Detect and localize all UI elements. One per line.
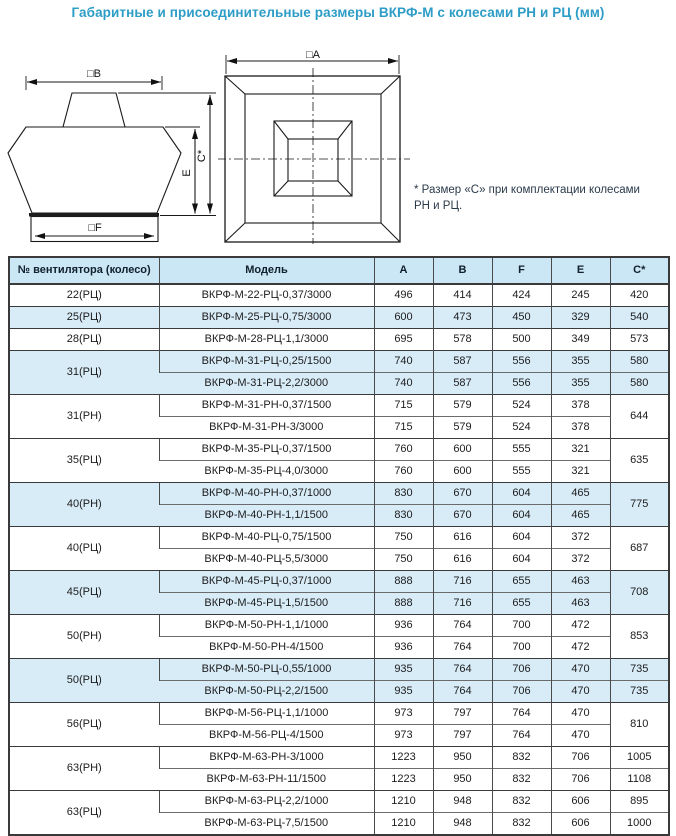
fan-side-view-diagram: [0, 60, 222, 248]
cell-wheel: 22(РЦ): [9, 284, 159, 307]
table-row: [9, 527, 669, 549]
cell-c: 735: [610, 659, 669, 681]
cell-f: 832: [492, 791, 551, 813]
cell-wheel: 50(РН): [9, 615, 159, 659]
cell-f: 556: [492, 351, 551, 373]
cell-f: 450: [492, 307, 551, 329]
header-col-e: E: [551, 257, 610, 284]
cell-a: 935: [374, 659, 433, 681]
cell-e: 606: [551, 813, 610, 836]
cell-b: 587: [433, 351, 492, 373]
cell-f: 706: [492, 659, 551, 681]
cell-a: 695: [374, 329, 433, 351]
table-row: [9, 284, 669, 307]
cell-model: ВКРФ-М-22-РЦ-0,37/3000: [159, 284, 374, 307]
cell-e: 372: [551, 527, 610, 549]
footnote-line2: РН и РЦ.: [414, 200, 463, 213]
fan-group-63(РЦ): [9, 791, 669, 836]
cell-f: 555: [492, 439, 551, 461]
cell-b: 670: [433, 505, 492, 527]
fan-group-22(РЦ): [9, 284, 669, 307]
header-col-f: F: [492, 257, 551, 284]
cell-e: 329: [551, 307, 610, 329]
cell-wheel: 31(РН): [9, 395, 159, 439]
cell-model: ВКРФ-М-50-РН-4/1500: [159, 637, 374, 659]
cell-e: 470: [551, 703, 610, 725]
cell-model: ВКРФ-М-35-РЦ-0,37/1500: [159, 439, 374, 461]
cell-f: 556: [492, 373, 551, 395]
cell-b: 473: [433, 307, 492, 329]
cell-a: 715: [374, 395, 433, 417]
cell-c: 580: [610, 351, 669, 373]
cell-a: 740: [374, 351, 433, 373]
diagram-area: [0, 20, 676, 248]
cell-model: ВКРФ-М-50-РЦ-2,2/1500: [159, 681, 374, 703]
cell-wheel: 28(РЦ): [9, 329, 159, 351]
cell-model: ВКРФ-М-31-РЦ-0,25/1500: [159, 351, 374, 373]
cell-f: 524: [492, 395, 551, 417]
cell-model: ВКРФ-М-63-РН-11/1500: [159, 769, 374, 791]
cell-b: 716: [433, 593, 492, 615]
table-row: [9, 439, 669, 461]
cell-c: 735: [610, 681, 669, 703]
cell-f: 604: [492, 527, 551, 549]
fan-group-40(РЦ): [9, 527, 669, 571]
cell-f: 700: [492, 637, 551, 659]
cell-e: 465: [551, 483, 610, 505]
cell-b: 797: [433, 725, 492, 747]
cell-wheel: 45(РЦ): [9, 571, 159, 615]
cell-b: 948: [433, 813, 492, 836]
fan-group-63(РН): [9, 747, 669, 791]
cell-a: 973: [374, 703, 433, 725]
fan-group-56(РЦ): [9, 703, 669, 747]
cell-c: 635: [610, 439, 669, 483]
cell-model: ВКРФ-М-31-РЦ-2,2/3000: [159, 373, 374, 395]
cell-model: ВКРФ-М-31-РН-0,37/1500: [159, 395, 374, 417]
fan-group-40(РН): [9, 483, 669, 527]
cell-a: 888: [374, 593, 433, 615]
cell-a: 888: [374, 571, 433, 593]
cell-b: 616: [433, 527, 492, 549]
cell-model: ВКРФ-М-28-РЦ-1,1/3000: [159, 329, 374, 351]
dim-label-b: □B: [87, 68, 101, 80]
cell-a: 936: [374, 615, 433, 637]
cell-f: 524: [492, 417, 551, 439]
cell-model: ВКРФ-М-40-РЦ-0,75/1500: [159, 527, 374, 549]
cell-e: 372: [551, 549, 610, 571]
cell-c: 580: [610, 373, 669, 395]
dim-label-c: C*: [196, 149, 208, 163]
cell-model: ВКРФ-М-50-РЦ-0,55/1000: [159, 659, 374, 681]
cell-c: 573: [610, 329, 669, 351]
cell-model: ВКРФ-М-40-РЦ-5,5/3000: [159, 549, 374, 571]
cell-model: ВКРФ-М-35-РЦ-4,0/3000: [159, 461, 374, 483]
cell-b: 950: [433, 747, 492, 769]
cell-f: 424: [492, 284, 551, 307]
cell-model: ВКРФ-М-40-РН-1,1/1500: [159, 505, 374, 527]
cell-a: 740: [374, 373, 433, 395]
cell-c: 1005: [610, 747, 669, 769]
cell-a: 830: [374, 505, 433, 527]
fan-group-25(РЦ): [9, 307, 669, 329]
cell-f: 655: [492, 571, 551, 593]
cell-b: 764: [433, 615, 492, 637]
cell-b: 764: [433, 659, 492, 681]
cell-a: 750: [374, 549, 433, 571]
cell-e: 606: [551, 791, 610, 813]
cell-b: 579: [433, 395, 492, 417]
footnote-line1: * Размер «С» при комплектации колесами: [414, 184, 640, 196]
cell-b: 600: [433, 439, 492, 461]
cell-e: 470: [551, 725, 610, 747]
table-row: [9, 395, 669, 417]
cell-e: 355: [551, 351, 610, 373]
table-row: [9, 791, 669, 813]
table-row: [9, 703, 669, 725]
cell-a: 830: [374, 483, 433, 505]
header-col-model: Модель: [159, 257, 374, 284]
cell-wheel: 40(РЦ): [9, 527, 159, 571]
cell-a: 1223: [374, 769, 433, 791]
table-row: [9, 307, 669, 329]
footnote: [414, 182, 662, 214]
fan-group-31(РН): [9, 395, 669, 439]
cell-b: 414: [433, 284, 492, 307]
cell-model: ВКРФ-М-45-РЦ-1,5/1500: [159, 593, 374, 615]
cell-f: 604: [492, 483, 551, 505]
dimensions-table: [8, 256, 670, 836]
cell-b: 948: [433, 791, 492, 813]
cell-model: ВКРФ-М-50-РН-1,1/1000: [159, 615, 374, 637]
cell-wheel: 56(РЦ): [9, 703, 159, 747]
cell-c: 540: [610, 307, 669, 329]
cell-e: 470: [551, 681, 610, 703]
cell-f: 832: [492, 769, 551, 791]
cell-b: 764: [433, 681, 492, 703]
header-col-b: B: [433, 257, 492, 284]
cell-e: 378: [551, 395, 610, 417]
cell-wheel: 35(РЦ): [9, 439, 159, 483]
cell-a: 760: [374, 461, 433, 483]
cell-a: 1210: [374, 791, 433, 813]
cell-wheel: 50(РЦ): [9, 659, 159, 703]
cell-f: 700: [492, 615, 551, 637]
cell-c: 708: [610, 571, 669, 615]
fan-group-50(РН): [9, 615, 669, 659]
cell-a: 1223: [374, 747, 433, 769]
cell-model: ВКРФ-М-56-РЦ-1,1/1000: [159, 703, 374, 725]
cell-model: ВКРФ-М-31-РН-3/3000: [159, 417, 374, 439]
cell-f: 832: [492, 813, 551, 836]
table-row: [9, 329, 669, 351]
cell-a: 973: [374, 725, 433, 747]
header-col-c: C*: [610, 257, 669, 284]
page-title: Габаритные и присоединительные размеры ВКРФ-М с колесами РН и РЦ (мм): [71, 5, 605, 20]
cell-model: ВКРФ-М-40-РН-0,37/1000: [159, 483, 374, 505]
table-row: [9, 747, 669, 769]
fan-group-31(РЦ): [9, 351, 669, 395]
cell-c: 644: [610, 395, 669, 439]
cell-f: 764: [492, 725, 551, 747]
dim-label-a: □A: [306, 49, 320, 61]
header-col-a: A: [374, 257, 433, 284]
cell-c: 895: [610, 791, 669, 813]
cell-model: ВКРФ-М-63-РЦ-2,2/1000: [159, 791, 374, 813]
cell-b: 587: [433, 373, 492, 395]
fan-group-35(РЦ): [9, 439, 669, 483]
cell-wheel: 25(РЦ): [9, 307, 159, 329]
cell-f: 604: [492, 549, 551, 571]
dim-label-f: □F: [88, 222, 102, 234]
cell-e: 463: [551, 593, 610, 615]
fan-group-28(РЦ): [9, 329, 669, 351]
table-row: [9, 483, 669, 505]
cell-wheel: 31(РЦ): [9, 351, 159, 395]
cell-e: 355: [551, 373, 610, 395]
table-row: [9, 351, 669, 373]
cell-c: 810: [610, 703, 669, 747]
cell-c: 1000: [610, 813, 669, 836]
header-col-wheel: № вентилятора (колесо): [9, 257, 159, 284]
cell-a: 935: [374, 681, 433, 703]
cell-b: 578: [433, 329, 492, 351]
cell-f: 832: [492, 747, 551, 769]
cell-c: 853: [610, 615, 669, 659]
cell-e: 470: [551, 659, 610, 681]
cell-f: 604: [492, 505, 551, 527]
table-row: [9, 571, 669, 593]
cell-e: 349: [551, 329, 610, 351]
cell-f: 655: [492, 593, 551, 615]
cell-b: 950: [433, 769, 492, 791]
cell-model: ВКРФ-М-45-РЦ-0,37/1000: [159, 571, 374, 593]
cell-b: 579: [433, 417, 492, 439]
cell-e: 321: [551, 461, 610, 483]
cell-b: 797: [433, 703, 492, 725]
cell-wheel: 40(РН): [9, 483, 159, 527]
cell-wheel: 63(РЦ): [9, 791, 159, 836]
cell-e: 706: [551, 769, 610, 791]
cell-b: 600: [433, 461, 492, 483]
table-header: [9, 257, 669, 284]
cell-e: 321: [551, 439, 610, 461]
fan-group-50(РЦ): [9, 659, 669, 703]
cell-f: 555: [492, 461, 551, 483]
cell-b: 670: [433, 483, 492, 505]
cell-e: 472: [551, 615, 610, 637]
dim-label-e: E: [181, 169, 193, 177]
cell-e: 706: [551, 747, 610, 769]
cell-c: 420: [610, 284, 669, 307]
cell-b: 716: [433, 571, 492, 593]
cell-f: 706: [492, 681, 551, 703]
fan-group-45(РЦ): [9, 571, 669, 615]
table-row: [9, 615, 669, 637]
cell-a: 600: [374, 307, 433, 329]
cell-b: 764: [433, 637, 492, 659]
cell-e: 463: [551, 571, 610, 593]
table-header-row: [9, 257, 669, 284]
cell-a: 496: [374, 284, 433, 307]
cell-model: ВКРФ-М-25-РЦ-0,75/3000: [159, 307, 374, 329]
cell-b: 616: [433, 549, 492, 571]
cell-model: ВКРФ-М-63-РН-3/1000: [159, 747, 374, 769]
fan-top-view-diagram: [218, 48, 414, 244]
cell-model: ВКРФ-М-63-РЦ-7,5/1500: [159, 813, 374, 836]
cell-e: 465: [551, 505, 610, 527]
cell-a: 760: [374, 439, 433, 461]
cell-c: 775: [610, 483, 669, 527]
cell-e: 378: [551, 417, 610, 439]
cell-e: 472: [551, 637, 610, 659]
cell-c: 687: [610, 527, 669, 571]
cell-model: ВКРФ-М-56-РЦ-4/1500: [159, 725, 374, 747]
cell-a: 1210: [374, 813, 433, 836]
cell-c: 1108: [610, 769, 669, 791]
cell-a: 750: [374, 527, 433, 549]
cell-f: 500: [492, 329, 551, 351]
table-row: [9, 659, 669, 681]
cell-e: 245: [551, 284, 610, 307]
cell-a: 936: [374, 637, 433, 659]
cell-a: 715: [374, 417, 433, 439]
cell-wheel: 63(РН): [9, 747, 159, 791]
cell-f: 764: [492, 703, 551, 725]
